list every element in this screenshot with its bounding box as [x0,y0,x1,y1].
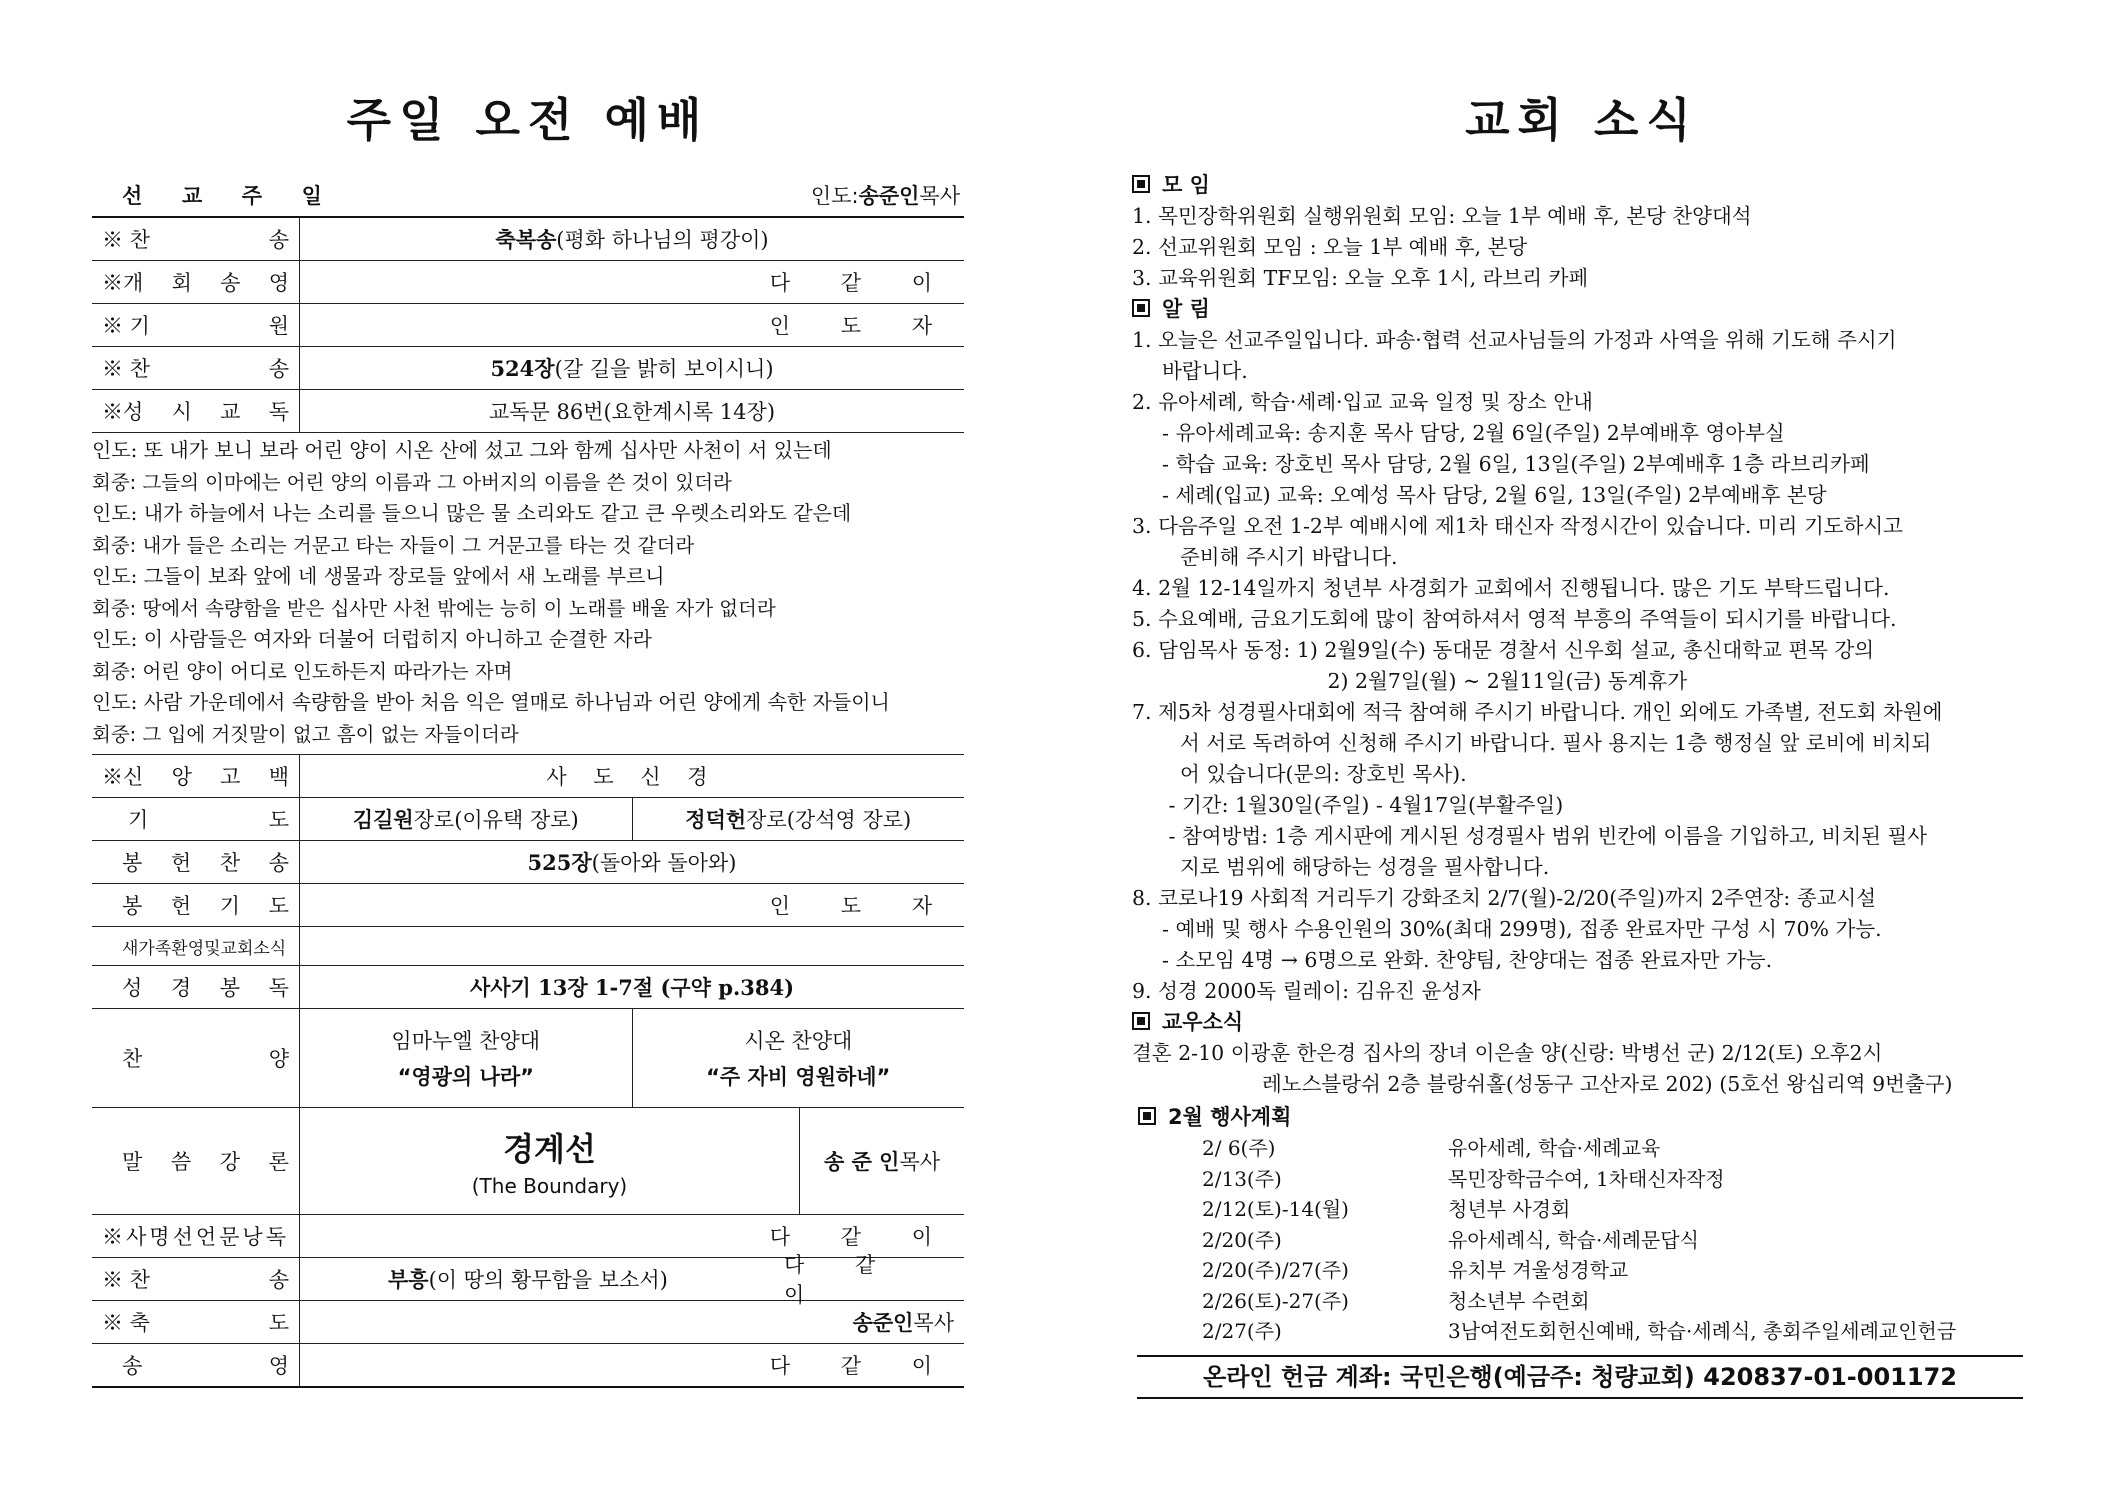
anthem-choir-1 [300,1009,633,1107]
event-name: 유아세례, 학습·세례교육 [1448,1136,1661,1160]
event-date: 2/20(주) [1202,1227,1282,1252]
row-prayer [92,798,964,841]
row-offering-hymn [92,841,964,884]
prayer-elder-1: 김길원 장로(이유택 장로) [300,798,633,840]
reading-line: 인도: 사람 가운데에서 속량함을 받아 처음 익은 열매로 하나님과 어린 양에게 속한 자들이니 [92,690,890,714]
event-row [1132,1225,2032,1256]
notice-line: - 소모임 4명 → 6명으로 완화. 찬양팀, 찬양대는 접종 완료자만 가능. [1162,948,1773,972]
event-row [1132,1255,2032,1286]
scripture-value: 사사기 13장 1-7절 (구약 p.384) [469,975,795,1000]
notice-line: - 참여방법: 1층 게시판에 게시된 성경필사 범위 빈칸에 이름을 기입하고, 비치된 필사 [1162,824,1928,848]
row-label: 성 경 봉 독 [92,966,300,1008]
event-name: 유치부 겨울성경학교 [1448,1258,1629,1282]
mission-statement-label: ※사명선언문낭독 [92,1215,300,1257]
row-offering-prayer [92,884,964,927]
meeting-item: 3. 교육위원회 TF모임: 오늘 오후 1시, 라브리 카페 [1132,266,1589,290]
notice-line: 어 있습니다(문의: 장호빈 목사). [1180,762,1467,786]
notice-line: 4. 2월 12-14일까지 청년부 사경회가 교회에서 진행됩니다. 많은 기도 부탁드립니다. [1132,576,1890,600]
row-label: 송 영 [92,1344,300,1386]
reading-line: 회중: 어린 양이 어디로 인도하든지 따라가는 자며 [92,659,513,683]
prayer-elder-2: 정덕헌 장로(강석영 장로) [685,808,912,832]
event-date: 2/20(주)/27(주) [1202,1258,1349,1282]
notice-line: 9. 성경 2000독 릴레이: 김유진 윤성자 [1132,979,1481,1003]
member-news-line: 결혼 2-10 이광훈 한은경 집사의 장녀 이은솔 양(신랑: 박병선 군) 2/12(토) 오후2시 [1132,1041,1883,1065]
invocation-value: 인 도 자 [769,314,954,338]
mission-leader: 인도: 송준인 목사 [810,184,960,208]
row-label: 찬 양 [92,1009,300,1107]
notice-line: 서 서로 독려하여 신청해 주시기 바랍니다. 필사 용지는 1층 행정실 앞 로비에 비치되 [1180,731,1932,755]
section-events: 2월 행사계획 [1132,1102,2032,1133]
event-row [1132,1194,2032,1225]
reading-line: 회중: 그들의 이마에는 어린 양의 이름과 그 아버지의 이름을 쓴 것이 있더라 [92,470,732,494]
choir-song: “영광의 나라” [397,1065,534,1089]
row-sermon [92,1108,964,1215]
row-hymn-3 [92,1253,964,1307]
worship-order [92,78,964,1388]
row-label: ※ 찬 송 [92,1258,300,1300]
news-title: 교회 소식 [1465,93,1699,147]
events-list [1132,1133,2032,1347]
notice-line: 6. 담임목사 동정: 1) 2월9일(수) 동대문 경찰서 신우회 설교, 총신대학교 편목 강의 [1132,638,1875,662]
row-mission-sunday [92,174,964,218]
event-date: 2/27(주) [1202,1319,1282,1343]
welcome-label: 새가족환영및교회소식 [92,927,300,965]
notice-line: 지로 범위에 해당하는 성경을 필사합니다. [1180,855,1550,879]
square-bullet-icon [1138,1107,1156,1125]
row-benediction [92,1301,964,1344]
hymn-1-value: 축복송 (평화 하나님의 평강이) [495,227,769,252]
event-date: 2/12(토)-14(월) [1202,1197,1349,1221]
square-bullet-icon [1132,299,1150,317]
notice-line: 8. 코로나19 사회적 거리두기 강화조치 2/7(월)-2/20(주일)까지 2주연장: 종교시설 [1132,886,1877,910]
anthem-choir-2 [633,1009,965,1107]
row-invocation [92,304,964,347]
reading-line: 인도: 또 내가 보니 보라 어린 양이 시온 산에 섰고 그와 함께 십사만 사천이 서 있는데 [92,438,832,462]
event-date: 2/ 6(주) [1202,1136,1276,1160]
closing-value: 다 같 이 [769,1354,954,1378]
notice-line: - 예배 및 행사 수용인원의 30%(최대 299명), 접종 완료자만 구성 시 70% 가능. [1162,917,1882,941]
worship-title: 주일 오전 예배 [346,93,710,147]
notice-line: 5. 수요예배, 금요기도회에 많이 참여하셔서 영적 부흥의 주역들이 되시기를 바랍니다. [1132,607,1897,631]
notice-line: - 유아세례교육: 송지훈 목사 담당, 2월 6일(주일) 2부예배후 영아부실 [1162,421,1785,445]
notice-line: - 학습 교육: 장호빈 목사 담당, 2월 6일, 13일(주일) 2부예배후 1층 라브리카페 [1162,452,1870,476]
row-closing [92,1344,964,1388]
row-scripture [92,966,964,1009]
event-date: 2/13(주) [1202,1166,1282,1191]
row-label: ※개 회 송 영 [92,261,300,303]
creed-value: 사 도 신 경 [546,765,718,789]
event-row [1132,1133,2032,1164]
row-label: 선 교 주 일 [122,183,322,208]
mission-statement-value: 다 같 이 [769,1225,954,1249]
notice-line: 바랍니다. [1162,359,1248,383]
notice-line: - 기간: 1월30일(주일) - 4월17일(부활주일) [1162,793,1564,817]
row-anthem [92,1009,964,1108]
member-news-line: 레노스블랑쉬 2층 블랑쉬홀(성동구 고산자로 202) (5호선 왕십리역 9번출구) [1262,1072,1953,1096]
opening-value: 다 같 이 [769,271,954,295]
row-responsive-reading [92,390,964,433]
hymn-3-value: 부흥 (이 땅의 황무함을 보소서) [388,1267,668,1292]
reading-line: 인도: 그들이 보좌 앞에 네 생물과 장로들 앞에서 새 노래를 부르니 [92,564,665,588]
row-label: 봉 헌 기 도 [92,884,300,926]
event-date: 2/26(토)-27(주) [1202,1288,1349,1313]
row-label: 기 도 [92,798,300,840]
notice-list [1132,325,2032,1007]
event-name: 유아세례식, 학습·세례문답식 [1448,1227,1699,1252]
square-bullet-icon [1132,175,1150,193]
notice-line: - 세례(입교) 교육: 오예성 목사 담당, 2월 6일, 13일(주일) 2부예배후 본당 [1162,483,1827,507]
section-member-news: 교우소식 [1132,1007,2032,1038]
event-row [1132,1164,2032,1195]
notice-line: 2. 유아세례, 학습·세례·입교 교육 일정 및 장소 안내 [1132,390,1593,414]
row-hymn-2 [92,347,964,390]
row-label: ※성 시 교 독 [92,390,300,432]
sermon-preacher: 송 준 인 목사 [823,1150,941,1174]
row-welcome [92,927,964,966]
event-name: 청소년부 수련회 [1448,1288,1590,1313]
reading-line: 회중: 땅에서 속량함을 받은 십사만 사천 밖에는 능히 이 노래를 배울 자가 없더라 [92,596,776,620]
hymn-3-who: 다 같 이 [784,1253,898,1307]
reading-line: 회중: 그 입에 거짓말이 없고 흠이 없는 자들이더라 [92,722,519,746]
online-offering-account: 온라인 헌금 계좌: 국민은행(예금주: 청량교회) 420837-01-001172 [1137,1355,2023,1399]
meeting-item: 1. 목민장학위원회 실행위원회 모임: 오늘 1부 예배 후, 본당 찬양대석 [1132,204,1752,228]
notice-line: 1. 오늘은 선교주일입니다. 파송·협력 선교사님들의 가정과 사역을 위해 기도해 주시기 [1132,328,1897,352]
responsive-value: 교독문 86번(요한계시록 14장) [488,400,776,424]
choir-song: “주 자비 영원하네” [706,1065,891,1089]
event-row [1132,1316,2032,1347]
meeting-item: 2. 선교위원회 모임 : 오늘 1부 예배 후, 본당 [1132,235,1528,259]
square-bullet-icon [1132,1012,1150,1030]
event-name: 3남여전도회헌신예배, 학습·세례식, 총회주일세례교인헌금 [1448,1319,1957,1343]
row-opening [92,261,964,304]
row-label: ※신 앙 고 백 [92,755,300,797]
responsive-reading-text [92,433,964,755]
hymn-2-value: 524장 (갈 길을 밝히 보이시니) [490,356,774,381]
reading-line: 회중: 내가 들은 소리는 거문고 타는 자들이 그 거문고를 타는 것 같더라 [92,533,695,557]
row-label: ※ 축 도 [92,1301,300,1343]
row-label: ※ 찬 송 [92,347,300,389]
row-label: 봉 헌 찬 송 [92,841,300,883]
event-row [1132,1286,2032,1317]
notice-line: 2) 2월7일(월) ~ 2월11일(금) 동계휴가 [1132,669,1688,693]
church-news [1132,78,2032,1399]
sermon-title: 경계선 [503,1130,596,1168]
event-name: 목민장학금수여, 1차태신자작정 [1448,1166,1725,1191]
offering-prayer-value: 인 도 자 [769,894,954,918]
reading-line: 인도: 내가 하늘에서 나는 소리를 들으니 많은 물 소리와도 같고 큰 우렛소리와도 같은데 [92,501,852,525]
event-name: 청년부 사경회 [1448,1197,1571,1221]
offering-hymn-value: 525장 (돌아와 돌아와) [527,850,737,875]
row-creed [92,755,964,798]
sermon-title-block [300,1108,800,1214]
row-label: ※ 기 원 [92,304,300,346]
benediction-value: 송준인 목사 [852,1311,954,1335]
sermon-subtitle: (The Boundary) [471,1174,628,1198]
row-label: ※ 찬 송 [92,218,300,260]
row-label: 말 씀 강 론 [92,1108,300,1214]
row-hymn-1 [92,218,964,261]
section-meeting: 모 임 [1132,170,2032,201]
notice-line: 준비해 주시기 바랍니다. [1180,545,1398,569]
choir-name: 시온 찬양대 [744,1029,853,1053]
welcome-value [300,927,964,965]
notice-line: 7. 제5차 성경필사대회에 적극 참여해 주시기 바랍니다. 개인 외에도 가족별, 전도회 차원에 [1132,700,1943,724]
notice-line: 3. 다음주일 오전 1-2부 예배시에 제1차 태신자 작정시간이 있습니다. 미리 기도하시고 [1132,514,1903,538]
choir-name: 임마누엘 찬양대 [391,1029,541,1053]
section-notice: 알 림 [1132,294,2032,325]
reading-line: 인도: 이 사람들은 여자와 더불어 더럽히지 아니하고 순결한 자라 [92,627,652,651]
